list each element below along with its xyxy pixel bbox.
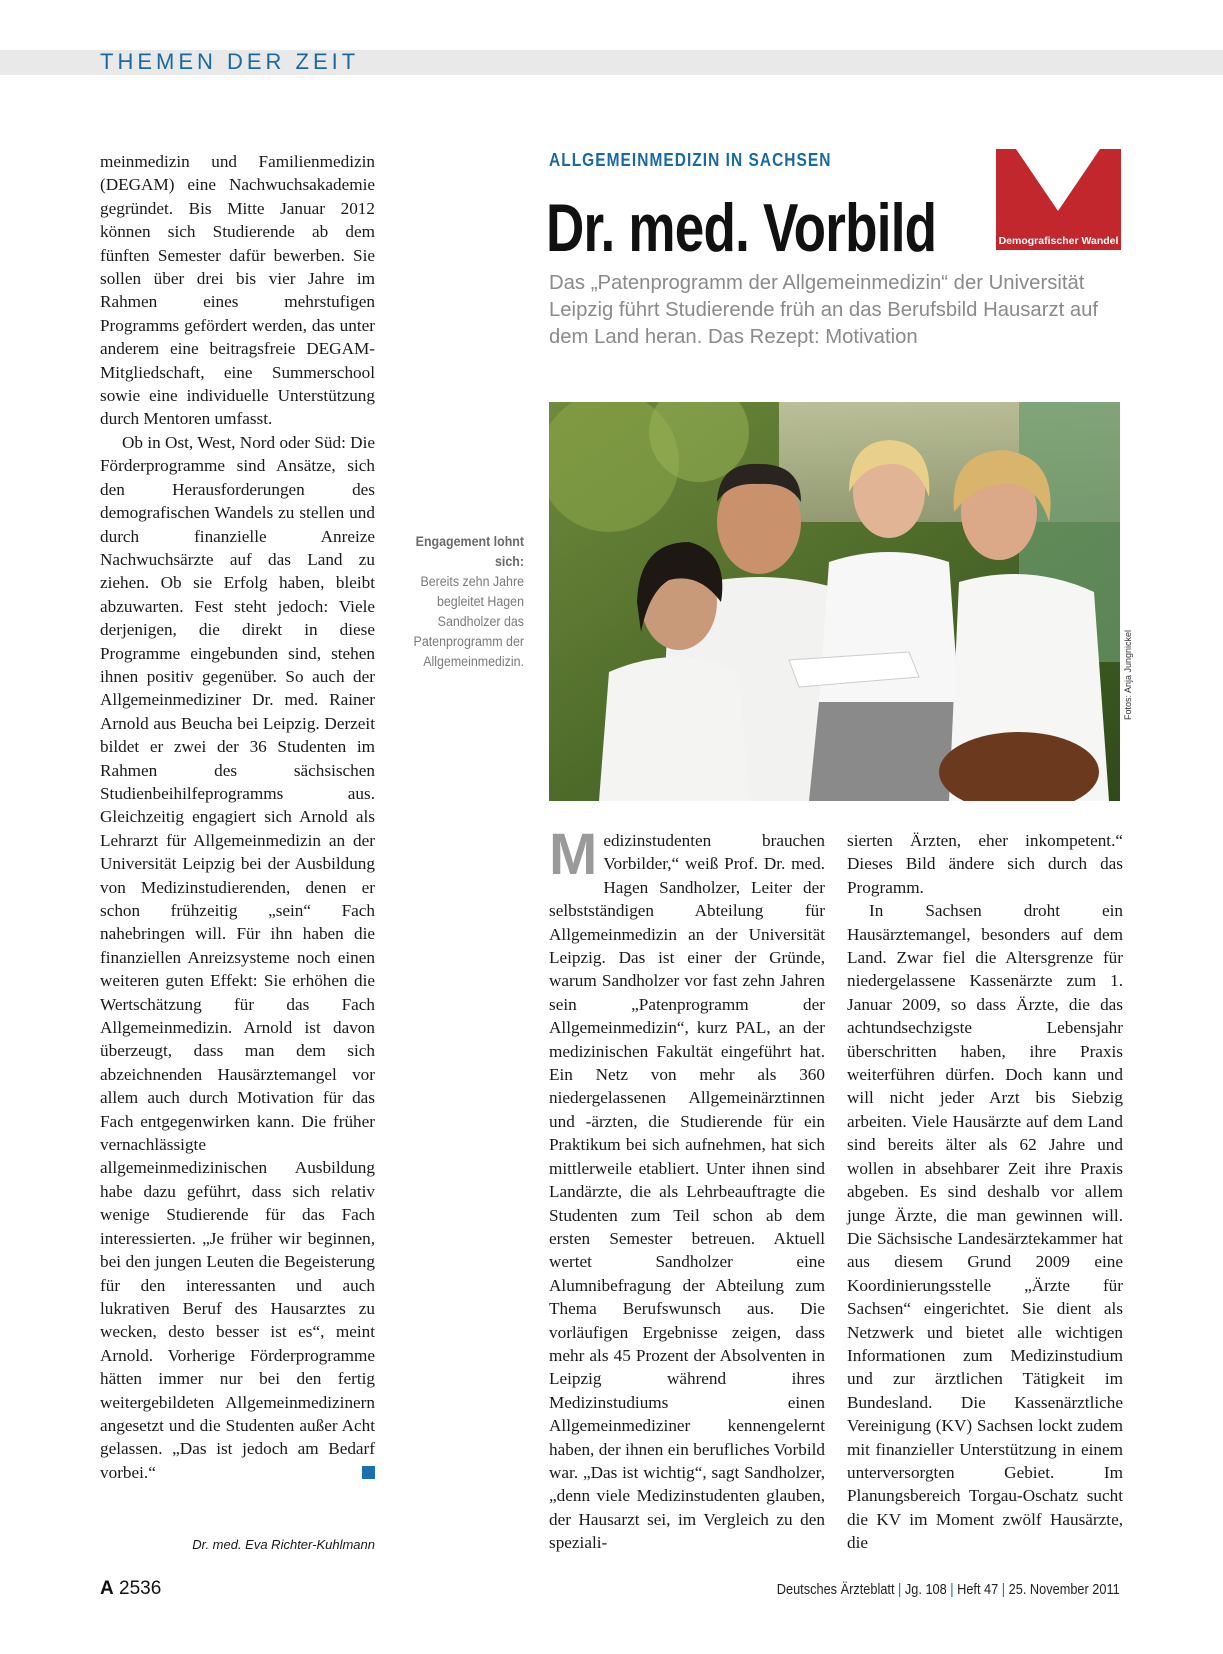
caption-heading: Engagement lohnt sich: — [415, 534, 524, 569]
article-lead: Das „Patenprogramm der Allgemeinmedizin“ der Universität Leipzig führt Studierende früh an das Berufsbild Hausarzt auf dem Land heran. Das Rezept: Motivation — [549, 272, 1099, 348]
photo-doctors-students-icon — [549, 402, 1120, 801]
demografischer-wandel-logo — [996, 149, 1121, 250]
article-title: Dr. med. Vorbild — [546, 190, 937, 266]
left-paragraph-2 — [100, 431, 375, 1484]
logo-shape-icon — [996, 149, 1121, 233]
middle-paragraph-1-text: edizinstudenten brauchen Vorbilder,“ weiß Prof. Dr. med. Hagen Sandholzer, Leiter der selbstständigen Abteilung für Allgemeinmedizin an der Universität Leipzig. Das ist einer der Gründe, warum Sandholzer vor fast zehn Jahren sein „Patenprogramm der Allgemeinmedizin“, kurz PAL, an der medizinischen Fakultät eingeführt hat. Ein Netz von mehr als 360 niedergelassenen Allgemeinärztinnen und -ärzten, die Studierende für ein Praktikum bei sich aufnehmen, hat sich mittlerweile etabliert. Unter ihnen sind Landärzte, die als Lehrbeauftragte die Studenten zum Teil schon ab dem ersten Semester betreuen. Aktuell wertet Sandholzer eine Alumnibefragung der Abteilung zum Thema Berufswunsch aus. Die vorläufigen Ergebnisse zeigen, dass mehr als 45 Prozent der Absolventen in Leipzig während ihres Medizinstudiums einen Allgemeinmediziner kennengelernt haben, der ihnen ein berufliches Vorbild war. „Das ist wichtig“, sagt Sandholzer, „denn viele Medizinstudenten glauben, der Hausarzt sei, im Vergleich zu den speziali- — [549, 831, 825, 1553]
middle-text-column — [549, 822, 825, 1555]
author-byline: Dr. med. Eva Richter-Kuhlmann — [192, 1537, 375, 1552]
page-prefix: A — [100, 1578, 114, 1599]
article-photo — [549, 402, 1120, 801]
journal-name: Deutsches Ärzteblatt — [777, 1582, 895, 1598]
journal-date: 25. November 2011 — [1008, 1582, 1120, 1598]
right-paragraph-1: sierten Ärzten, eher inkompetent.“ Dieses Bild ändere sich durch das Programm. — [847, 831, 1123, 897]
page-number-value: 2536 — [119, 1578, 162, 1599]
left-paragraph-1: meinmedizin und Familienmedizin (DEGAM) eine Nachwuchsakademie gegründet. Bis Mitte Januar 2012 können sich Studierende ab dem fünften Semester dafür bewerben. Sie sollen über drei bis vier Jahre im Rahmen eines mehrstufigen Programms gefördert werden, das unter anderem eine beitragsfreie DEGAM-Mitgliedschaft, eine Summerschool sowie eine individuelle Unterstützung durch Mentoren umfasst. — [100, 152, 375, 429]
left-text-column — [100, 150, 375, 1484]
end-mark-icon — [362, 1466, 375, 1479]
footer-separator: | — [950, 1582, 954, 1598]
footer-separator: | — [898, 1582, 902, 1598]
caption-text: Bereits zehn Jahre begleitet Hagen Sandholzer das Patenprogramm der Allgemeinmedizin. — [413, 574, 524, 669]
journal-issue: Heft 47 — [957, 1582, 999, 1598]
right-paragraph-2: In Sachsen droht ein Hausärztemangel, besonders auf dem Land. Zwar fiel die Altersgrenze für niedergelassene Kassenärzte zum 1. Januar 2009, so dass Ärzte, die das achtundsechzigste Lebensjahr überschritten haben, ihre Praxis weiterführen dürfen. Doch kann und will nicht jeder Arzt bis Siebzig arbeiten. Viele Hausärzte auf dem Land sind bereits älter als 62 Jahre und wollen in absehbarer Zeit ihre Praxis abgeben. Es sind deshalb vor allem junge Ärzte, die man gewinnen will. Die Sächsische Landesärztekammer hat aus diesem Grund 2009 eine Koordinierungsstelle „Ärzte für Sachsen“ eingerichtet. Sie dient als Netzwerk und bietet alle wichtigen Informationen zum Medizinstudium und zur ärztlichen Tätigkeit im Bundesland. Die Kassenärztliche Vereinigung (KV) Sachsen lockt zudem mit finanzieller Unterstützung in einem unterversorgten Gebiet. Im Planungsbereich Torgau-Oschatz sucht die KV im Moment zwölf Hausärzte, die — [847, 901, 1123, 1553]
page-number — [100, 1578, 161, 1600]
middle-paragraph-1 — [549, 822, 825, 1555]
logo-label: Demografischer Wandel — [996, 233, 1121, 250]
journal-volume: Jg. 108 — [905, 1582, 947, 1598]
footer-separator: | — [1002, 1582, 1006, 1598]
left-paragraph-2-text: Ob in Ost, West, Nord oder Süd: Die Förderprogramme sind Ansätze, sich den Herausforderungen des demografischen Wandels zu stellen und durch finanzielle Anreize Nachwuchsärzte auf das Land zu ziehen. Ob sie Erfolg haben, bleibt abzuwarten. Fest steht jedoch: Viele derjenigen, die direkt in diese Programme eingebunden sind, stehen ihnen positiv gegenüber. So auch der Allgemeinmediziner Dr. med. Rainer Arnold aus Beucha bei Leipzig. Derzeit bildet er zwei der 36 Studenten im Rahmen des sächsischen Studienbeihilfeprogramms aus. Gleichzeitig engagiert sich Arnold als Lehrarzt für Allgemeinmedizin an der Universität Leipzig bei der Ausbildung von Medizinstudierenden, denen er schon frühzeitig „sein“ Fach nahebringen will. Für ihn haben die finanziellen Anreizsysteme noch einen weiteren guten Effekt: Sie erhöhen die Wertschätzung für das Fach Allgemeinmedizin. Arnold ist davon überzeugt, dass man dem sich abzeichnenden Hausärztemangel vor allem auch durch Motivation für das Fach entgegenwirken kann. Die früher vernachlässigte allgemeinmedizinischen Ausbildung habe dazu geführt, dass sich relativ wenige Studierende für das Fach interessierten. „Je früher wir beginnen, bei den jungen Leuten die Begeisterung für den interessanten und auch lukrativen Beruf des Hausarztes zu wecken, desto besser ist es“, meint Arnold. Vorherige Förderprogramme hätten immer nur bei den fertig weitergebildeten Allgemeinmedizinern angesetzt und die Studenten außer Acht gelassen. „Das ist jedoch am Bedarf vorbei.“ — [100, 432, 375, 1482]
journal-footer — [777, 1582, 1120, 1598]
photo-credit: Fotos: Anja Jungnickel — [1123, 629, 1133, 720]
article-kicker: ALLGEMEINMEDIZIN IN SACHSEN — [549, 150, 832, 170]
photo-caption — [392, 532, 524, 672]
drop-cap: M — [549, 822, 598, 887]
section-heading: THEMEN DER ZEIT — [100, 49, 360, 74]
right-text-column — [847, 829, 1123, 1555]
